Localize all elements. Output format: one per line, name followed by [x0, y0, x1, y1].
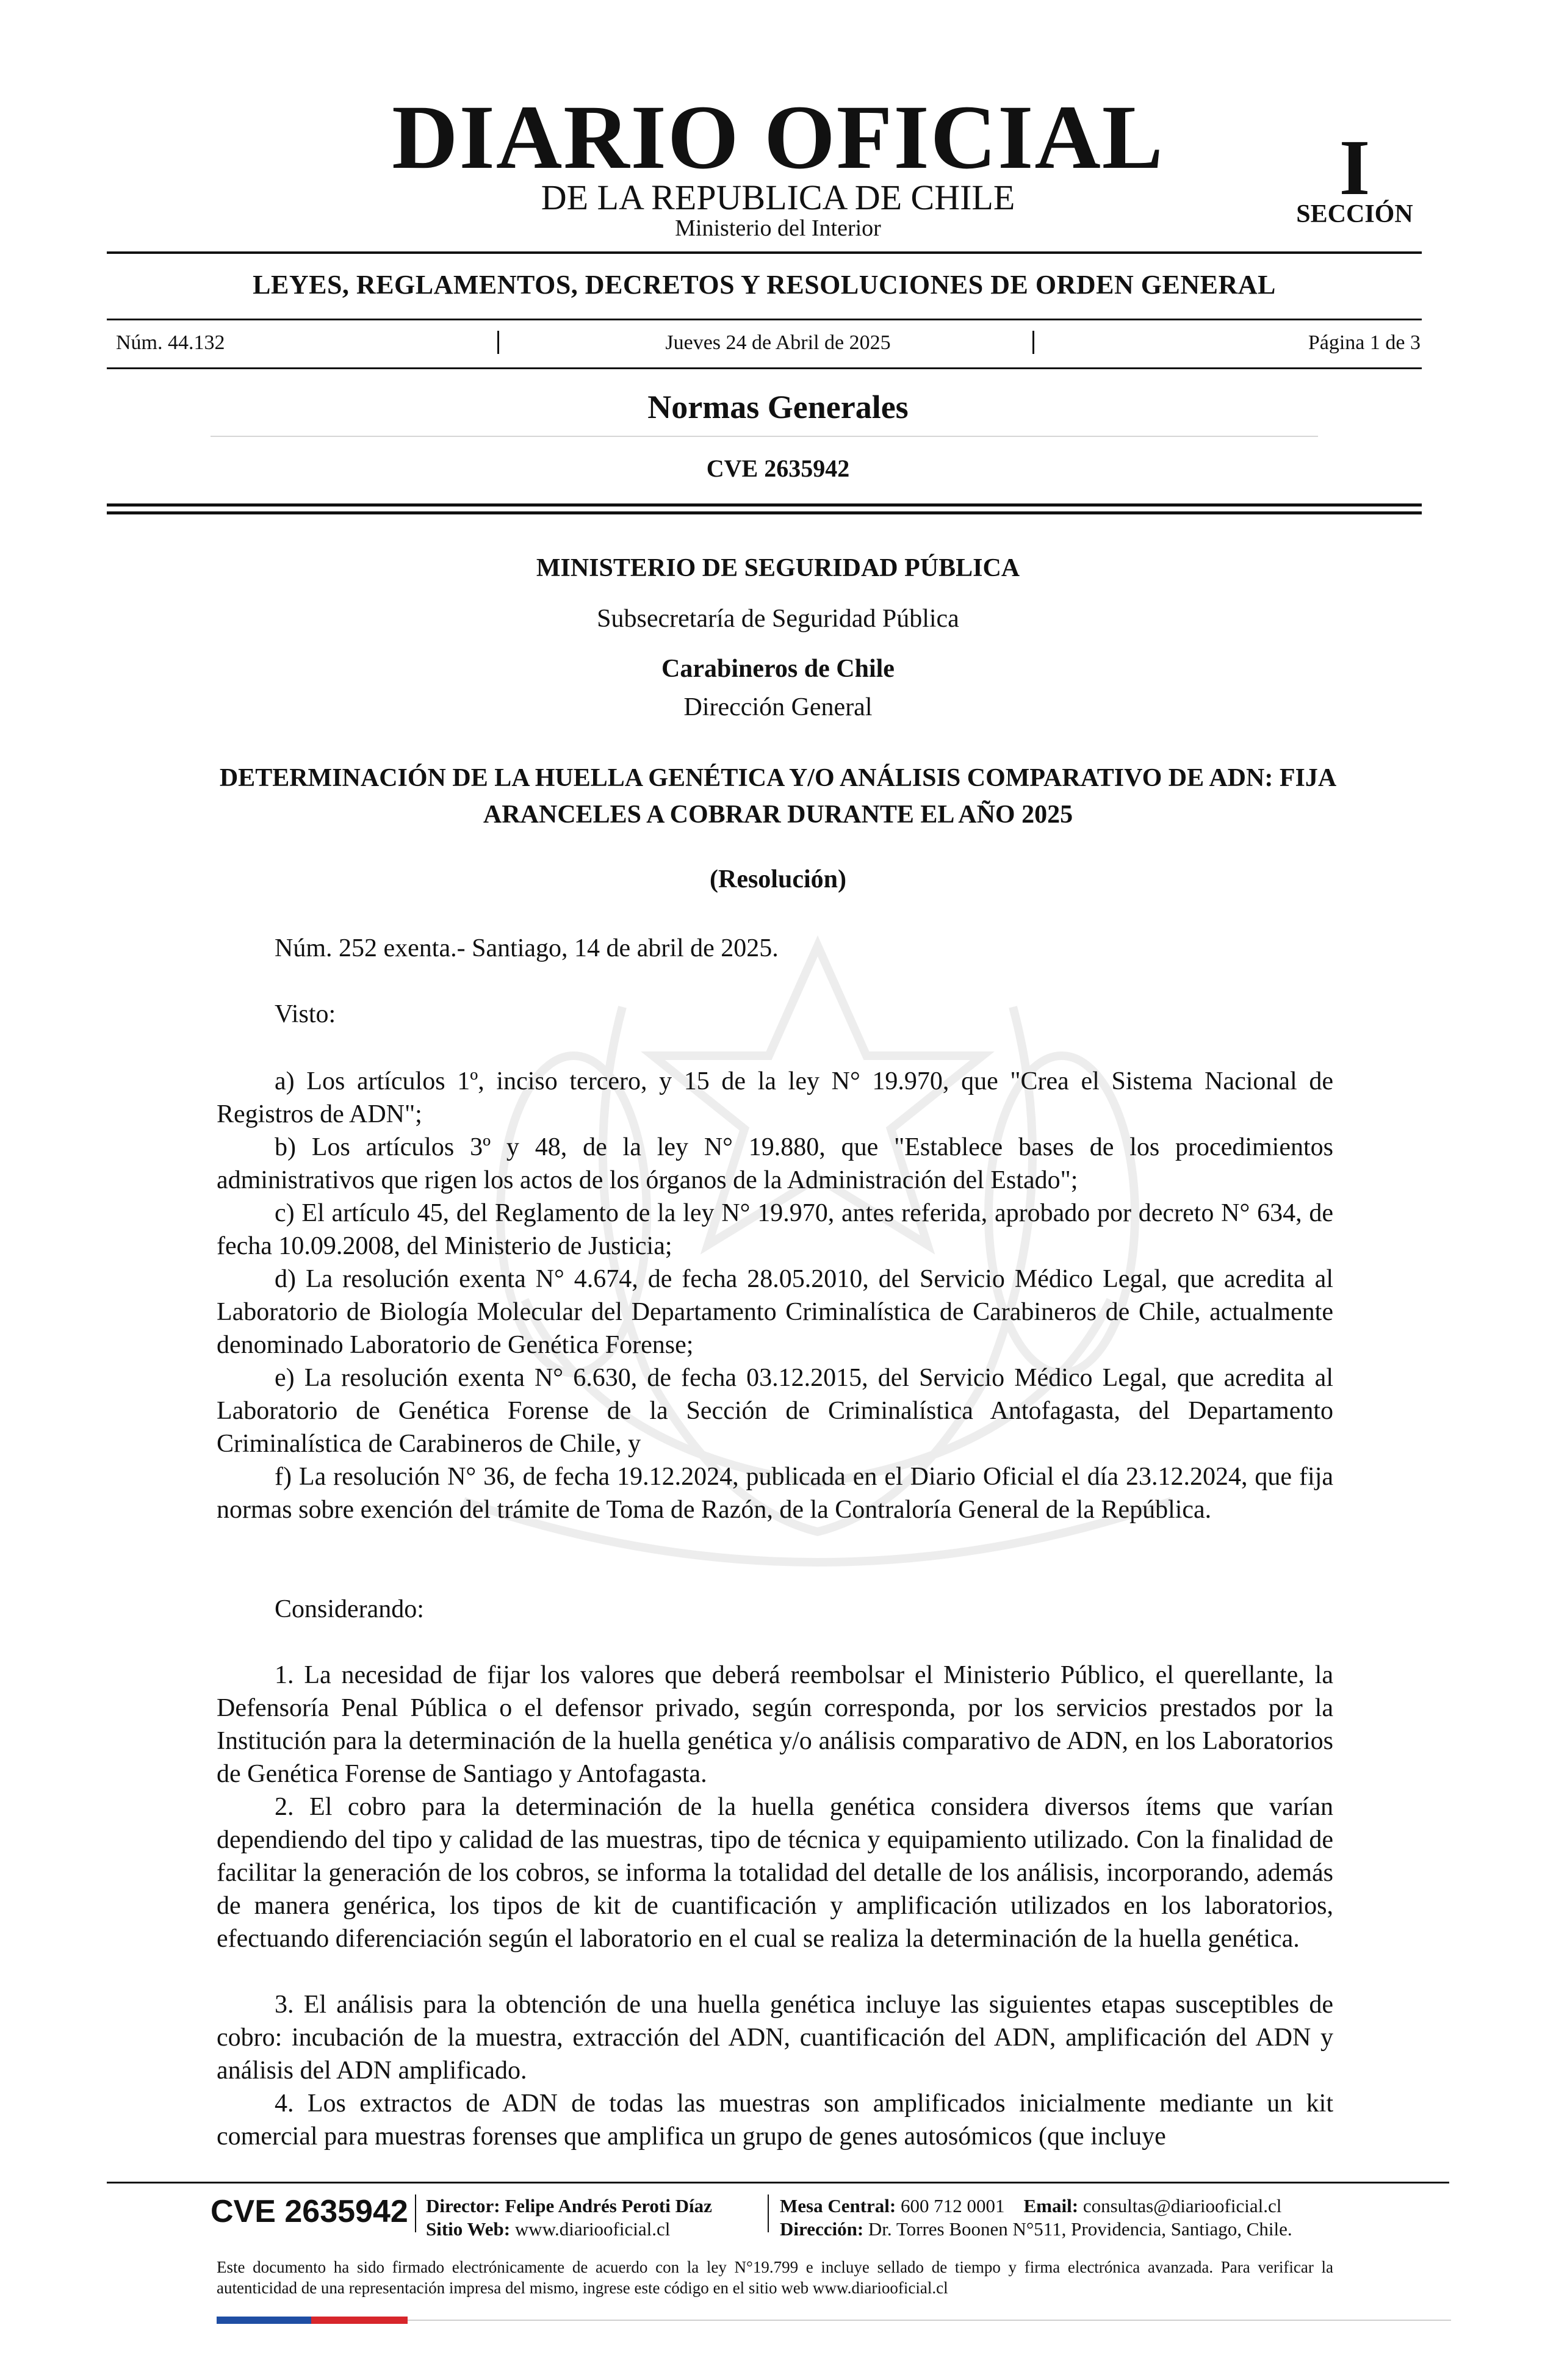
flag-stripe-red [311, 2317, 408, 2324]
issue-number: Núm. 44.132 [116, 331, 225, 354]
footer-address [780, 2218, 1292, 2241]
subsecretaria-name: Subsecretaría de Seguridad Pública [597, 605, 959, 633]
section-title: Normas Generales [647, 389, 909, 425]
direction-name: Dirección General [683, 693, 873, 721]
visto-item-c: c) El artículo 45, del Reglamento de la ley N° 19.970, antes referida, aprobado por decreto N° 634, de fecha 10.09.2008, del Ministerio de Justicia; [217, 1199, 1333, 1260]
document-type: (Resolución) [710, 865, 846, 893]
footer-web-link[interactable]: www.diariooficial.cl [514, 2218, 671, 2240]
visto-item-b: b) Los artículos 3º y 48, de la ley N° 19.880, que "Establece bases de los procedimientos administrativos que rigen los actos de los órganos de la Administración del Estado"; [217, 1133, 1333, 1194]
document-title: DETERMINACIÓN DE LA HUELLA GENÉTICA Y/O ANÁLISIS COMPARATIVO DE ADN: FIJA ARANCELES A COBRAR DURANTE EL AÑO 2025 [219, 764, 1337, 829]
laws-heading: LEYES, REGLAMENTOS, DECRETOS Y RESOLUCIONES DE ORDEN GENERAL [253, 270, 1276, 300]
footer-director-label: Director: [426, 2195, 500, 2216]
issue-date: Jueves 24 de Abril de 2025 [665, 331, 891, 354]
meta-divider-bottom [107, 367, 1422, 369]
considerando-item-2: 2. El cobro para la determinación de la huella genética considera diversos ítems que varían dependiendo del tipo y calidad de las muestras, tipo de técnica y equipamiento utilizado. Con la finalidad de facilitar la generación de los cobros, se informa la totalidad del detalle de los análisis, incorporando, además de manera genérica, los tipos de kit de cuantificación y amplificación utilizados en los laboratorios, efectuando diferenciación según el laboratorio en el cual se realiza la determinación de la huella genética. [217, 1793, 1333, 1953]
footer-address-label: Dirección: [780, 2218, 864, 2240]
visto-item-f: f) La resolución N° 36, de fecha 19.12.2024, publicada en el Diario Oficial el día 23.12.2024, que fija normas sobre exención del trámite de Toma de Razón, de la Contraloría General de la República. [217, 1463, 1333, 1524]
footer-director-name: Felipe Andrés Peroti Díaz [505, 2195, 712, 2216]
footer-separator [415, 2194, 416, 2232]
footer-email-link[interactable]: consultas@diariooficial.cl [1082, 2195, 1282, 2216]
institution-name: Carabineros de Chile [661, 655, 895, 683]
section-title-underline [211, 436, 1318, 437]
flag-stripe-blue [217, 2317, 311, 2324]
footer-address-text: Dr. Torres Boonen N°511, Providencia, Santiago, Chile. [868, 2218, 1292, 2240]
resolution-number-line: Núm. 252 exenta.- Santiago, 14 de abril de 2025. [275, 934, 779, 962]
footer-contact [780, 2194, 1281, 2218]
section-number: I [1339, 124, 1371, 212]
meta-separator [1032, 331, 1034, 354]
visto-item-a: a) Los artículos 1º, inciso tercero, y 15 de la ley N° 19.970, que "Crea el Sistema Nacional de Registros de ADN"; [217, 1067, 1333, 1128]
footer-web-label: Sitio Web: [426, 2218, 511, 2240]
footer-cve-code: CVE 2635942 [211, 2194, 408, 2229]
footer-disclaimer: Este documento ha sido firmado electrónicamente de acuerdo con la ley N°19.799 e incluye sellado de tiempo y firma electrónica avanzada. Para verificar la autenticidad de una representación impresa del mismo, ingrese este código en el sitio web www.diariooficial.cl [217, 2258, 1333, 2297]
masthead-ministry: Ministerio del Interior [675, 215, 881, 241]
section-label: SECCIÓN [1296, 200, 1413, 228]
footer-website [426, 2218, 670, 2241]
visto-item-e: e) La resolución exenta N° 6.630, de fecha 03.12.2015, del Servicio Médico Legal, que acredita al Laboratorio de Genética Forense de la Sección de Criminalística Antofagasta, del Departamento Criminalística de Carabineros de Chile, y [217, 1364, 1333, 1458]
footer-phone-label: Mesa Central: [780, 2195, 896, 2216]
considerando-item-1: 1. La necesidad de fijar los valores que deberá reembolsar el Ministerio Público, el querellante, la Defensoría Penal Pública o el defensor privado, según corresponda, por los servicios prestados por la Institución para la determinación de la huella genética y/o análisis comparativo de ADN, en los Laboratorios de Genética Forense de Santiago y Antofagasta. [217, 1661, 1333, 1788]
visto-label: Visto: [275, 1000, 336, 1028]
footer-divider [107, 2182, 1449, 2183]
masthead-title: DIARIO OFICIAL [392, 87, 1164, 188]
ministry-name: MINISTERIO DE SEGURIDAD PÚBLICA [536, 554, 1020, 582]
flag-stripe-rule [408, 2320, 1451, 2321]
footer-director [426, 2194, 712, 2218]
considerando-label: Considerando: [275, 1595, 424, 1623]
meta-divider-top [107, 319, 1422, 320]
considerando-item-4: 4. Los extractos de ADN de todas las muestras son amplificados inicialmente mediante un kit comercial para muestras forenses que amplifica un grupo de genes autosómicos (que incluye [217, 2090, 1333, 2151]
footer-email-label: Email: [1023, 2195, 1079, 2216]
double-divider-top [107, 503, 1422, 507]
visto-item-d: d) La resolución exenta N° 4.674, de fecha 28.05.2010, del Servicio Médico Legal, que acredita al Laboratorio de Biología Molecular del Departamento Criminalística de Carabineros de Chile, actualmente denominado Laboratorio de Genética Forense; [217, 1265, 1333, 1359]
footer-separator [768, 2194, 769, 2232]
masthead-subtitle: DE LA REPUBLICA DE CHILE [541, 178, 1015, 217]
double-divider-bottom [107, 511, 1422, 514]
page-indicator: Página 1 de 3 [1308, 331, 1421, 354]
footer-phone: 600 712 0001 [901, 2195, 1005, 2216]
cve-code: CVE 2635942 [706, 455, 850, 482]
considerando-item-3: 3. El análisis para la obtención de una huella genética incluye las siguientes etapas susceptibles de cobro: incubación de la muestra, extracción del ADN, cuantificación del ADN, amplificación del ADN y análisis del ADN amplificado. [217, 1991, 1333, 2085]
top-divider [107, 251, 1422, 254]
